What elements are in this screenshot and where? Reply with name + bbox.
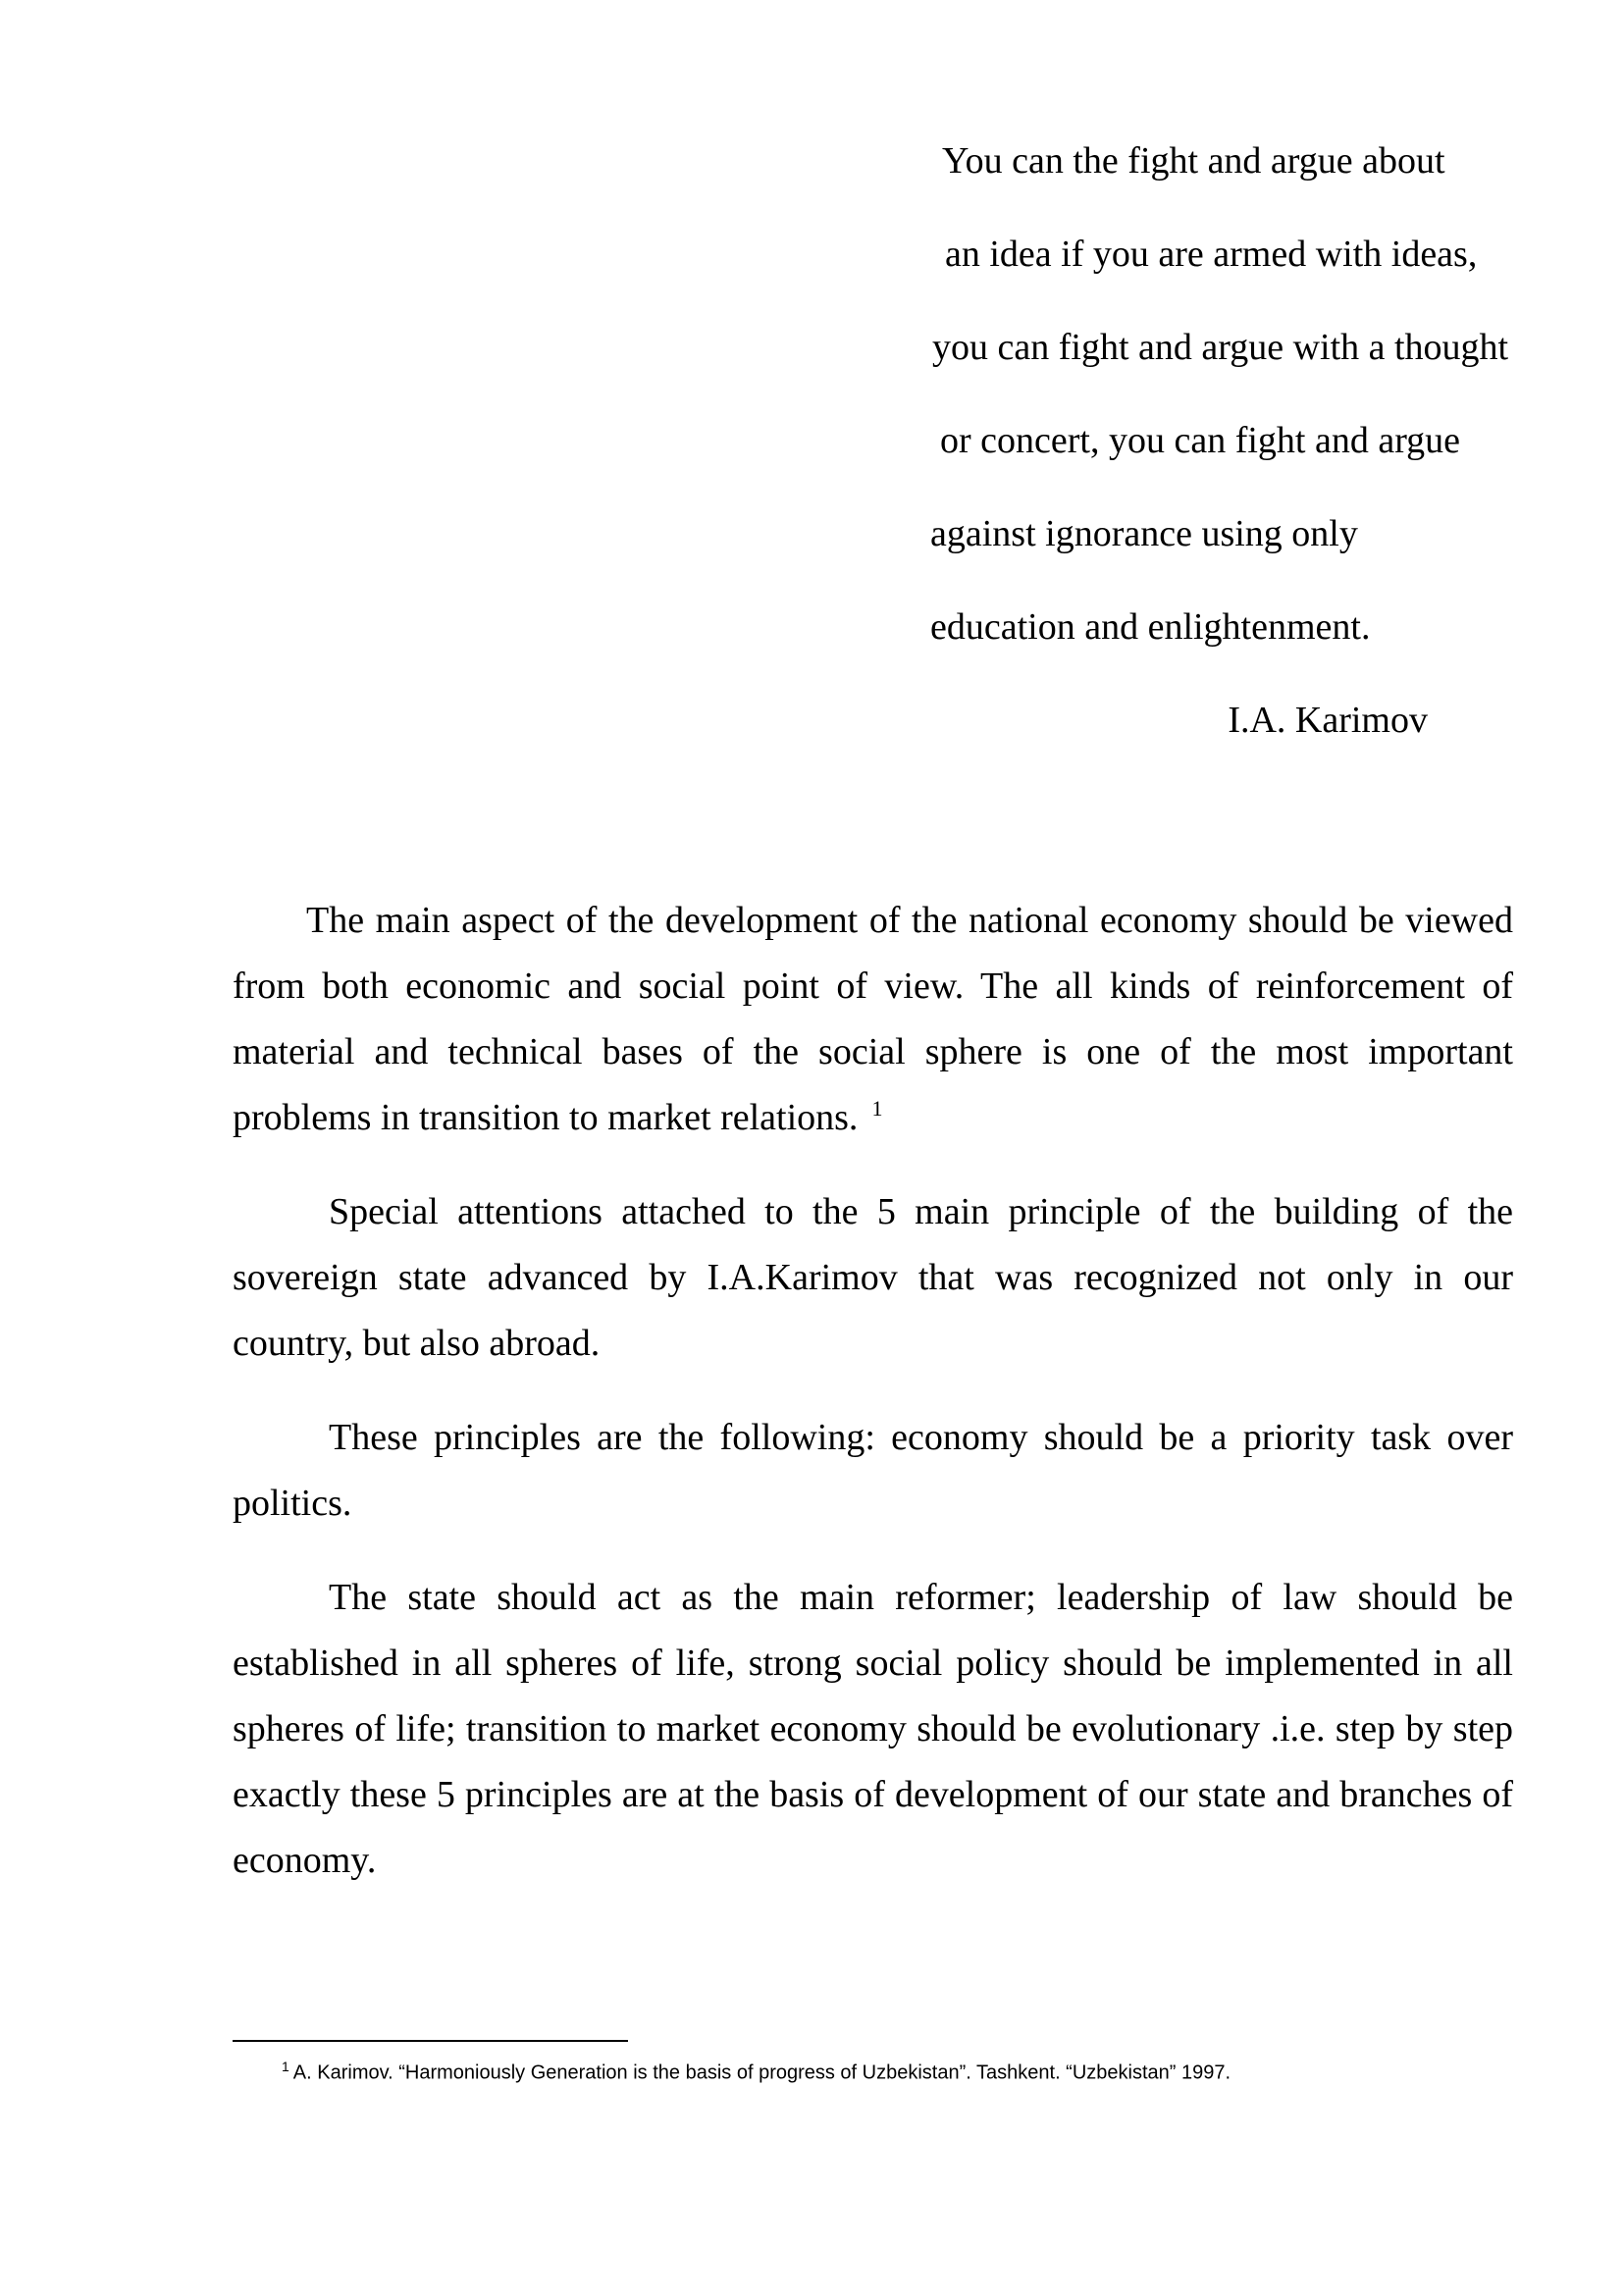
paragraph-text: Special attentions attached to the 5 main principle of the building of the sovereign state advanced by I.A.Karimov that was recognized not only in our country, but also abroad. [233, 1191, 1513, 1364]
footnote [282, 2059, 1231, 2085]
body-paragraph-1 [233, 888, 1513, 1151]
footnote-reference: 1 [871, 1096, 883, 1122]
epigraph-line: an idea if you are armed with ideas, [945, 234, 1478, 275]
epigraph-line: education and enlightenment. [930, 606, 1371, 648]
body-paragraph-4 [233, 1565, 1513, 1894]
epigraph-author: I.A. Karimov [1228, 700, 1428, 741]
footnote-number: 1 [282, 2059, 289, 2074]
footnote-text: A. Karimov. “Harmoniously Generation is the basis of progress of Uzbekistan”. Tashkent. “Uzbekistan” 1997. [292, 2061, 1231, 2084]
epigraph-line: You can the fight and argue about [942, 140, 1445, 182]
paragraph-text: The main aspect of the development of the national economy should be viewed from both economic and social point of view. The all kinds of reinforcement of material and technical bases of the social sphere is one of the most important problems in transition to market relations. [233, 900, 1513, 1138]
epigraph-line: you can fight and argue with a thought [932, 327, 1509, 368]
paragraph-text: These principles are the following: economy should be a priority task over politics. [233, 1417, 1513, 1524]
footnote-divider [233, 2040, 628, 2042]
paragraph-text: The state should act as the main reformer; leadership of law should be established in all spheres of life, strong social policy should be implemented in all spheres of life; transition to market economy should be evolutionary .i.e. step by step exactly these 5 principles are at the basis of development of our state and branches of economy. [233, 1577, 1513, 1881]
epigraph-line: against ignorance using only [930, 513, 1358, 554]
epigraph-line: or concert, you can fight and argue [940, 420, 1461, 461]
body-paragraph-3 [233, 1405, 1513, 1537]
body-paragraph-2 [233, 1179, 1513, 1377]
